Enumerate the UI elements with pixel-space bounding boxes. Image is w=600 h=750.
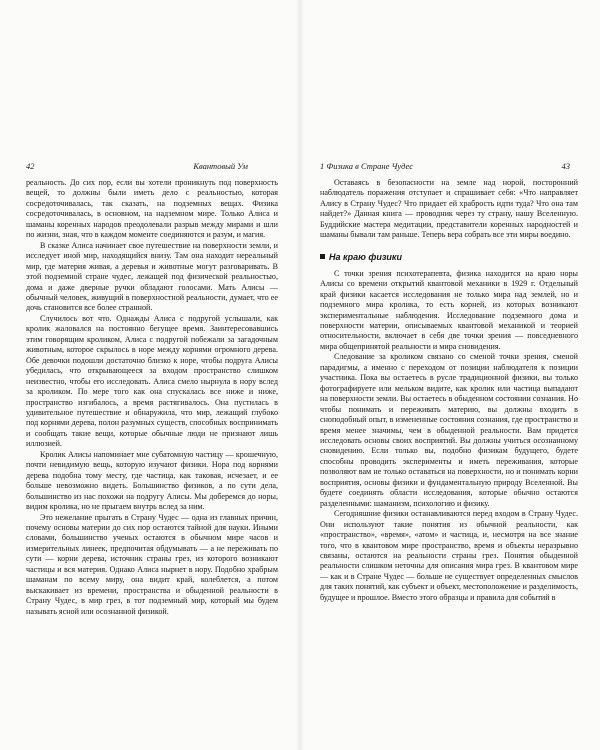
left-body-text [26,178,278,617]
paragraph: Это нежелание прыгать в Страну Чудес — одна из главных причин, почему основы материи до сих пор остаются тайной для науки. Иными словами, большинство ученых остаются в обычном мире часов и измерительных линеек, предпочитая обдумывать — а не переживать по сути — корни дерева, источник страны грез, из которого возникают частицы и вся материя. Однако Алиса нырнет в нору. Подобно храбрым шаманам по всему миру, она видит край, колеблется, а потом выскакивает из времени, пространства и обыденной реальности в Страну Чудес, в мир грез, в тот подземный мир, который мы будем называть ясной или осознанной физикой. [26,512,278,616]
right-running-head [320,160,578,172]
right-body-text [320,178,578,603]
paragraph: Случилось вот что. Однажды Алиса с подругой услышали, как кролик жаловался на постоянно бегущее время. Заинтересовавшись этим говорящим кроликом, Алиса с подругой побежали за загадочным животным, которое скрылось в норе между корнями огромного дерева. Обе девочки подошли достаточно близко к норе, чтобы подруга Алисы убедилась, что открывающееся за входом пространство слишком неизвестно, чтобы его исследовать. Алиса смело нырнула в нору вслед за кроликом. По мере того как она спускалась все ниже и ниже, пространство изгибалось, а время растягивалось. Она пустилась в удивительное путешествие и обнаружила, что мир, лежащий глубоко под корнями дерева, полон разумных существ, способных воспринимать и сообщать такие вещи, которые обычные люди не признают лишь иллюзией. [26,313,278,449]
page-number: 43 [561,161,570,171]
paragraph: Кролик Алисы напоминает мне субатомную частицу — крошечную, почти невидимую вещь, которую изучают физики. Нора под корнями дерева подобна тому месту, где частица, как таковая, исчезает, и ее больше невозможно видеть. Большинство физиков, а по сути дела, большинство из нас похожи на подругу Алисы. Мы доберемся до норы, видим кролика, но не прыгаем внутрь вслед за ним. [26,449,278,512]
running-title: 1 Физика в Стране Чудес [320,161,413,171]
paragraph: С точки зрения психотерапевта, физика находится на краю норы Алисы со времени открытий квантовой механики в 1929 г. Отдельный край физики касается исследования не только мира над землей, но и подземного мира кролика, то есть корней, из которых возникают экспериментальные наблюдения. Исследование подземного дома и поверхности материи, описываемых квантовой механикой и теорией относительности, включает в себя две точки зрения — повседневного мира общепринятой реальности и мира сновидения. [320,268,578,351]
left-running-head [26,160,278,172]
paragraph: Следование за кроликом связано со сменой точки зрения, сменой парадигмы, а именно с переходом от позиции наблюдателя к позиции участника. Пока вы остаетесь в русле традиционной физики, вы только фотографируете или мельком видите, как кролик или частица выпадают на поверхности земли. Вы остаетесь в обыденном состоянии сознания. Но чтобы понимать и переживать материю, вы должны входить в сноподобный опыт, в измененные состояния сознания, где пространство и время менее значимы, чем в обыденной реальности. Вам придется исследовать основы своих восприятий. Вы должны учиться осознанному сновидению. Если только вы, подобно физикам будущего, будете способны проводить эксперименты и иметь переживания, которые позволяют вам не только оставаться на поверхности, но и понимать корни восприятия, основы физики и фундаментальную природу Вселенной. Вы будете соединять области исследования, которые обычно остаются разделенными: шаманизм, психологию и физику. [320,352,578,508]
right-page [300,0,600,750]
section-heading [320,251,578,263]
running-title: Квантовый Ум [193,161,248,171]
square-bullet-icon [320,254,325,259]
paragraph: В сказке Алиса начинает свое путешествие на поверхности земли, и исследует иной мир, находящийся внизу. Там она находит нереальный мир, где материя живая, а деревья и животные могут разговаривать. В этой подземной стране чудес, лежащей под физической реальностью, дома и даже дверные ручки обладают голосами. Мать Алисы — обычный человек, живущий в поверхностной реальности, думает, что ее дочь становится все более странной. [26,240,278,313]
section-heading-text: На краю физики [329,251,402,262]
paragraph: реальность. До сих пор, если вы хотели проникнуть под поверхность вещей, то должны были иметь дело с реальностью, которая сосредоточивалась, так сказать, на подземных вещах. Физика сосредоточивалась, в основном, на надземном мире. Только Алиса и шаманы коренных народов преодолевали разрыв между мирами и шли по жизни, зная, что в каждом моменте соединяются и разум, и магия. [26,178,278,240]
paragraph: Оставаясь в безопасности на земле над норой, посторонний наблюдатель поражения отступает и спрашивает себя: «Что направляет Алису в Страну Чудес? Что придает ей храбрость идти туда? Что она там найдет?» Данная книга — проводник через ту страну, нашу Вселенную. Буддийские мастера медитации, представители коренных народностей и шаманы бывали там раньше. Теперь вера собрать все эти миры воедино. [320,178,578,240]
paragraph: Сегодняшние физики останавливаются перед входом в Страну Чудес. Они используют такие понятия из обычной реальности, как «пространство», «время», «атом» и частица, и, несмотря на все знание того, что в квантовом мире пространство, время и объекты неразрывно связаны, остаются на реальности страны грез. Понятия обыденной реальности слишком неточны для описания мира грез. В квантовом мире — как и в Стране Чудес — больше не существует определенных смыслов для таких понятий, как субъект и объект, местоположение и разделимость, будущее и прошлое. Вместо этого образцы и правила для событий в [320,509,578,602]
page-number: 42 [26,161,35,171]
